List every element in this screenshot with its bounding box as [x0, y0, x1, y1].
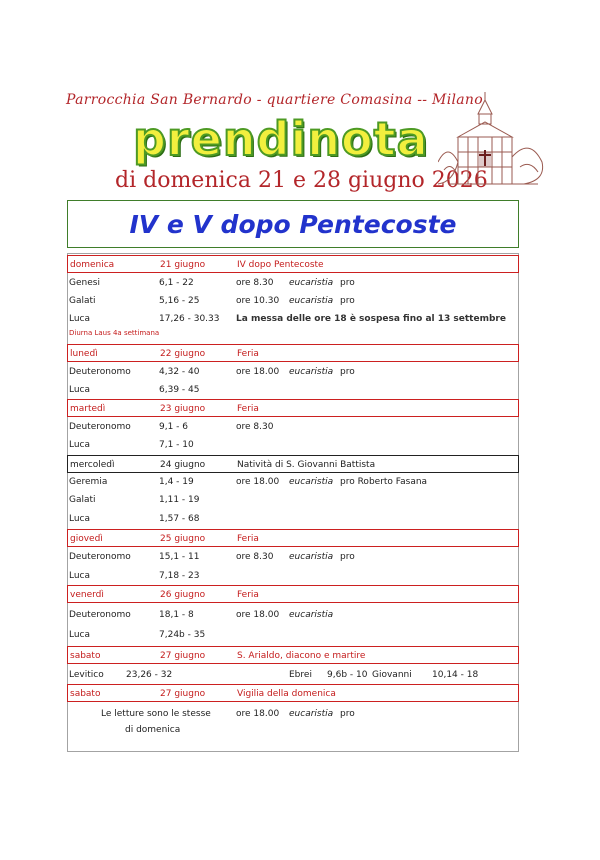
reading-ref: 6,1 - 22: [159, 278, 194, 288]
reading-ref: 4,32 - 40: [159, 367, 200, 377]
vigil-note-line2: di domenica: [125, 725, 181, 735]
day-title: IV dopo Pentecoste: [237, 260, 324, 270]
reading-book: Geremia: [69, 477, 108, 487]
reading-book: Deuteronomo: [69, 422, 131, 432]
reading-ref: 15,1 - 11: [159, 552, 200, 562]
mass-time: ore 8.30: [236, 552, 274, 562]
reading-book: Luca: [69, 571, 91, 581]
mass-kind: eucaristia: [289, 552, 334, 562]
reading-row: [67, 418, 519, 436]
page-title: IV e V dopo Pentecoste: [129, 209, 457, 239]
day-header: [67, 455, 519, 473]
day-name: venerdì: [70, 590, 104, 600]
brand-title: prendinota: [133, 112, 429, 166]
reading-ref: 7,24b - 35: [159, 630, 206, 640]
day-name: mercoledì: [70, 460, 115, 470]
date-range: di domenica 21 e 28 giugno 2026: [115, 168, 488, 193]
announcement: La messa delle ore 18 è sospesa fino al 13 settembre: [236, 314, 506, 324]
reading-ref: 7,1 - 10: [159, 440, 194, 450]
reading-row: [67, 548, 519, 566]
reading-row: [67, 473, 519, 491]
vigil-note-line1: Le letture sono le stesse: [101, 709, 211, 719]
reading-row: [67, 292, 519, 310]
mass-kind: eucaristia: [289, 296, 334, 306]
day-header: [67, 344, 519, 362]
day-header: [67, 684, 519, 702]
reading-book: Levitico: [69, 670, 104, 680]
day-header: [67, 255, 519, 273]
footnote: Diurna Laus 4a settimana: [69, 329, 160, 337]
day-title: S. Arialdo, diacono e martire: [237, 651, 366, 661]
reading-ref: 17,26 - 30.33: [159, 314, 220, 324]
mass-note: pro: [340, 278, 355, 288]
parish-name: Parrocchia San Bernardo - quartiere Comasina -- Milano: [66, 92, 483, 108]
reading-book: Galati: [69, 296, 96, 306]
mass-time: ore 18.00: [236, 367, 280, 377]
reading-row: [67, 310, 519, 328]
day-name: sabato: [70, 651, 101, 661]
reading-book: Ebrei: [289, 670, 312, 680]
mass-note: pro: [340, 296, 355, 306]
reading-row: [67, 626, 519, 644]
reading-book: Luca: [69, 514, 91, 524]
day-header: [67, 585, 519, 603]
reading-book: Luca: [69, 314, 91, 324]
title-box: [67, 200, 519, 248]
reading-book: Giovanni: [372, 670, 412, 680]
reading-book: Galati: [69, 495, 96, 505]
day-title: Vigilia della domenica: [237, 689, 336, 699]
mass-kind: eucaristia: [289, 367, 334, 377]
reading-book: Deuteronomo: [69, 367, 131, 377]
day-date: 21 giugno: [160, 260, 206, 270]
mass-note: pro Roberto Fasana: [340, 477, 428, 487]
mass-kind: eucaristia: [289, 610, 334, 620]
reading-ref: 23,26 - 32: [126, 670, 173, 680]
day-date: 25 giugno: [160, 534, 206, 544]
reading-ref: 7,18 - 23: [159, 571, 200, 581]
reading-row: [67, 436, 519, 454]
reading-ref: 1,57 - 68: [159, 514, 200, 524]
reading-ref: 5,16 - 25: [159, 296, 200, 306]
mass-note: pro: [340, 367, 355, 377]
reading-ref: 9,1 - 6: [159, 422, 189, 432]
mass-kind: eucaristia: [289, 709, 334, 719]
reading-row: [67, 363, 519, 381]
mass-time: ore 8.30: [236, 422, 274, 432]
mass-time: ore 18.00: [236, 709, 280, 719]
reading-ref: 10,14 - 18: [432, 670, 479, 680]
mass-time: ore 18.00: [236, 610, 280, 620]
reading-row: [67, 381, 519, 399]
reading-ref: 1,4 - 19: [159, 477, 194, 487]
mass-kind: eucaristia: [289, 477, 334, 487]
day-date: 26 giugno: [160, 590, 206, 600]
day-title: Feria: [237, 590, 259, 600]
reading-book: Luca: [69, 440, 91, 450]
reading-row: [67, 567, 519, 585]
mass-note: pro: [340, 552, 355, 562]
reading-ref: 9,6b - 10: [327, 670, 368, 680]
day-date: 27 giugno: [160, 689, 206, 699]
day-header: [67, 529, 519, 547]
mass-time: ore 10.30: [236, 296, 280, 306]
church-drawing-icon: [438, 92, 548, 192]
mass-note: pro: [340, 709, 355, 719]
day-title: Natività di S. Giovanni Battista: [237, 460, 376, 470]
reading-book: Luca: [69, 385, 91, 395]
day-name: domenica: [70, 260, 115, 270]
day-title: Feria: [237, 534, 259, 544]
day-date: 27 giugno: [160, 651, 206, 661]
day-date: 22 giugno: [160, 349, 206, 359]
reading-book: Deuteronomo: [69, 552, 131, 562]
day-name: sabato: [70, 689, 101, 699]
reading-ref: 6,39 - 45: [159, 385, 200, 395]
reading-row: [67, 491, 519, 509]
reading-ref: 1,11 - 19: [159, 495, 200, 505]
reading-row: [67, 721, 519, 739]
mass-time: ore 8.30: [236, 278, 274, 288]
mass-time: ore 18.00: [236, 477, 280, 487]
day-name: lunedì: [70, 349, 98, 359]
day-name: martedì: [70, 404, 106, 414]
day-title: Feria: [237, 349, 259, 359]
reading-row: [67, 606, 519, 624]
reading-row: [67, 666, 519, 684]
day-date: 23 giugno: [160, 404, 206, 414]
day-header: [67, 399, 519, 417]
reading-ref: 18,1 - 8: [159, 610, 194, 620]
reading-row: [67, 274, 519, 292]
reading-row: [67, 510, 519, 528]
day-header: [67, 646, 519, 664]
reading-book: Deuteronomo: [69, 610, 131, 620]
day-date: 24 giugno: [160, 460, 206, 470]
reading-book: Genesi: [69, 278, 100, 288]
day-name: giovedì: [70, 534, 103, 544]
reading-book: Luca: [69, 630, 91, 640]
mass-kind: eucaristia: [289, 278, 334, 288]
day-title: Feria: [237, 404, 259, 414]
